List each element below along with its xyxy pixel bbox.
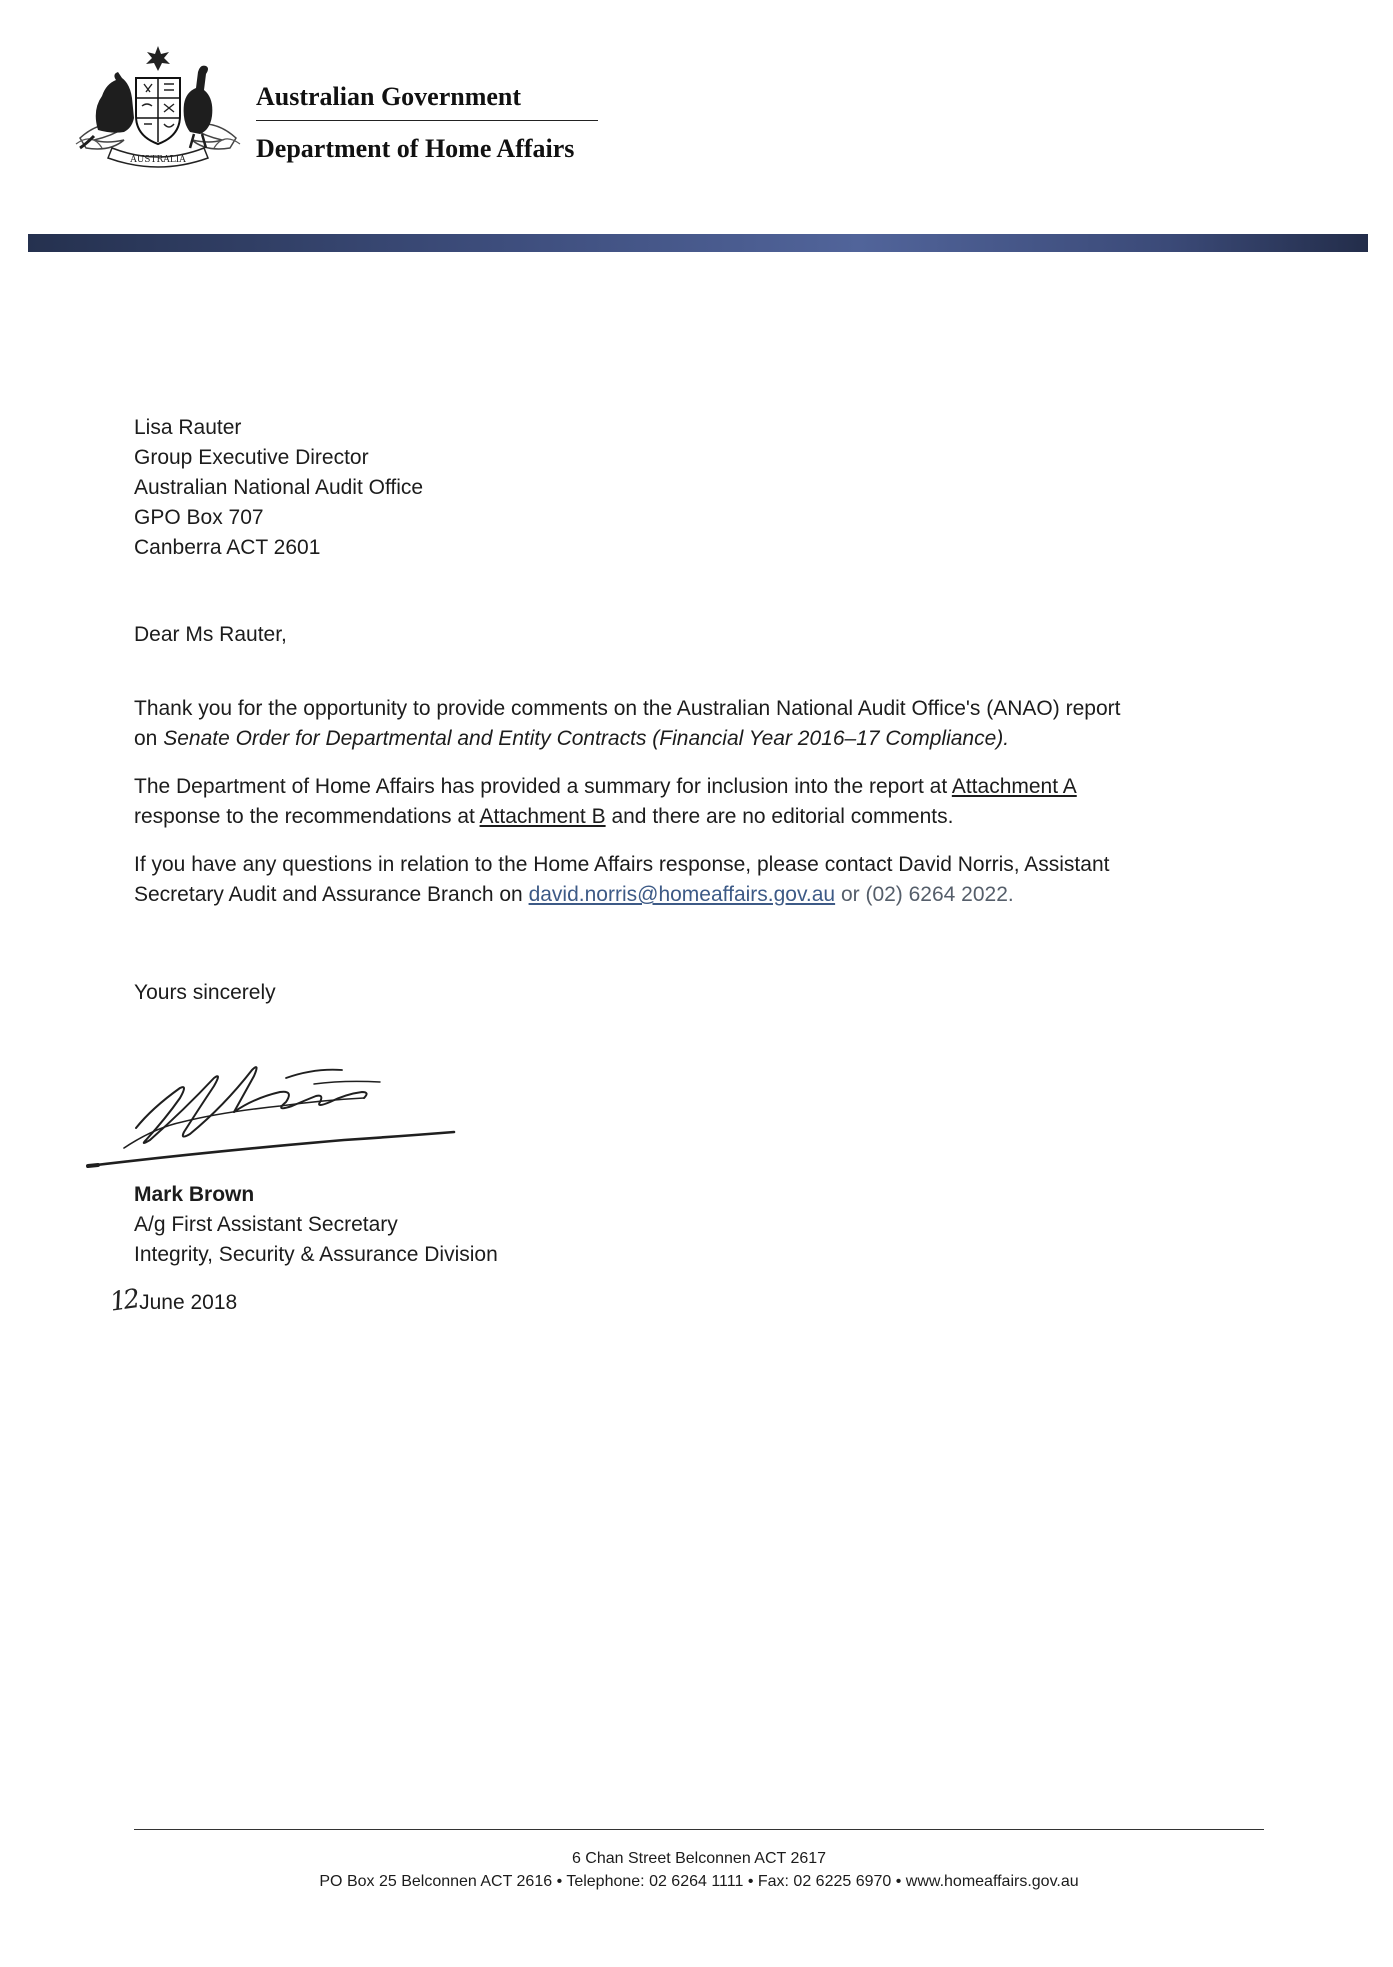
paragraph-attachments-line-1 bbox=[134, 772, 1077, 802]
paragraph-contact bbox=[134, 850, 1109, 910]
department-name: Department of Home Affairs bbox=[256, 134, 575, 163]
attachment-b-reference: Attachment B bbox=[479, 805, 606, 828]
signatory-name: Mark Brown bbox=[134, 1183, 255, 1206]
footer-divider bbox=[134, 1829, 1264, 1830]
letterhead-divider bbox=[256, 120, 598, 121]
paragraph-thanks-line-2 bbox=[134, 724, 1120, 754]
footer-street-address: 6 Chan Street Belconnen ACT 2617 bbox=[571, 1850, 827, 1867]
salutation: Dear Ms Rauter, bbox=[134, 623, 287, 646]
paragraph-thanks-prefix: on bbox=[134, 727, 164, 750]
footer-contact-details: PO Box 25 Belconnen ACT 2616 • Telephone: 02 6264 1111 • Fax: 02 6225 6970 • www.homeaffairs.gov.au bbox=[319, 1873, 1079, 1890]
closing: Yours sincerely bbox=[134, 981, 276, 1004]
paragraph-contact-line-1: If you have any questions in relation to the Home Affairs response, please contact David Norris, Assistant bbox=[134, 853, 1110, 876]
paragraph-attachments-text-2: response to the recommendations at bbox=[134, 805, 480, 828]
paragraph-thanks-line-1: Thank you for the opportunity to provide comments on the Australian National Audit Office's (ANAO) report bbox=[134, 697, 1121, 720]
contact-phone: or (02) 6264 2022. bbox=[835, 883, 1014, 906]
recipient-title: Group Executive Director bbox=[134, 446, 369, 469]
australian-coat-of-arms-icon bbox=[72, 44, 244, 172]
paragraph-contact-line-2 bbox=[134, 880, 1109, 910]
signatory-title: A/g First Assistant Secretary bbox=[134, 1213, 398, 1236]
paragraph-thanks bbox=[134, 694, 1120, 754]
paragraph-attachments bbox=[134, 772, 1077, 832]
contact-email-link[interactable]: david.norris@homeaffairs.gov.au bbox=[528, 883, 836, 906]
recipient-address-block bbox=[134, 413, 423, 563]
handwritten-signature bbox=[84, 1048, 464, 1178]
recipient-name: Lisa Rauter bbox=[134, 416, 242, 439]
report-title: Senate Order for Departmental and Entity Contracts (Financial Year 2016–17 Compliance). bbox=[163, 727, 1010, 750]
crest-motto: AUSTRALIA bbox=[130, 155, 186, 165]
paragraph-contact-prefix: Secretary Audit and Assurance Branch on bbox=[134, 883, 529, 906]
handwritten-date-day: 12 bbox=[108, 1284, 140, 1318]
letterhead-colour-band bbox=[28, 234, 1368, 252]
paragraph-attachments-text-1: The Department of Home Affairs has provided a summary for inclusion into the report at bbox=[134, 775, 952, 798]
recipient-po-box: GPO Box 707 bbox=[134, 506, 264, 529]
recipient-city: Canberra ACT 2601 bbox=[134, 536, 321, 559]
government-name: Australian Government bbox=[256, 82, 522, 111]
paragraph-attachments-text-3: and there are no editorial comments. bbox=[605, 805, 954, 828]
signatory-block bbox=[134, 1180, 498, 1270]
letter-date bbox=[110, 1286, 237, 1318]
signatory-division: Integrity, Security & Assurance Division bbox=[134, 1243, 498, 1266]
attachment-a-reference: Attachment A bbox=[951, 775, 1077, 798]
date-month-year: June 2018 bbox=[139, 1291, 238, 1314]
recipient-organisation: Australian National Audit Office bbox=[134, 476, 424, 499]
paragraph-attachments-line-2 bbox=[134, 802, 1077, 832]
